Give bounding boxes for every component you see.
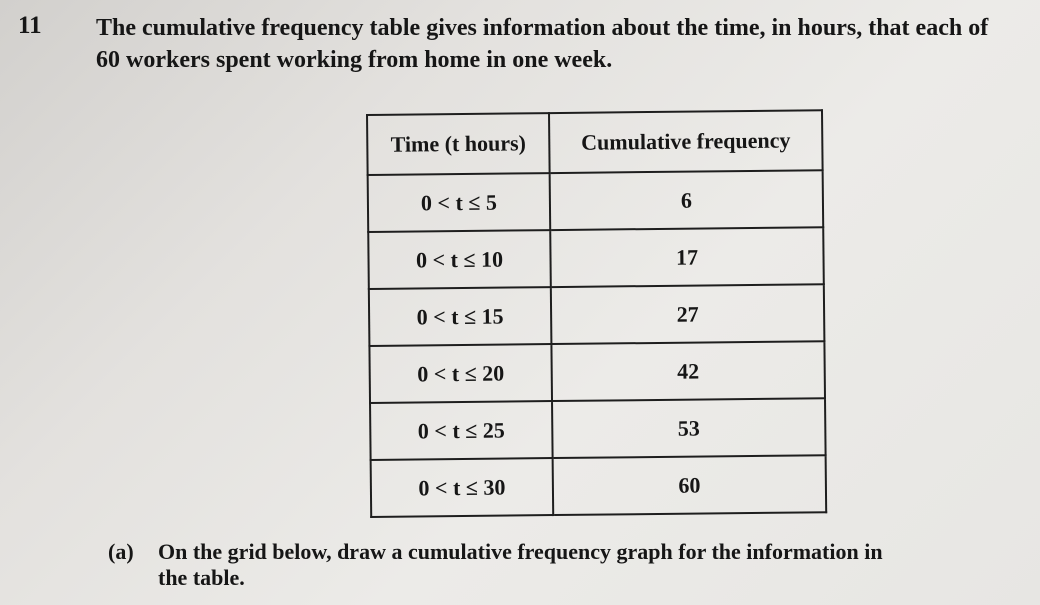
table-row bbox=[371, 455, 827, 517]
header-cumulative-frequency: Cumulative frequency bbox=[549, 110, 823, 173]
table-header-row bbox=[367, 110, 823, 175]
question-text bbox=[96, 12, 1026, 76]
table-row bbox=[370, 398, 826, 460]
table-row bbox=[368, 170, 824, 232]
time-cell: 0 < t ≤ 5 bbox=[368, 173, 551, 232]
table-row bbox=[369, 341, 825, 403]
time-cell: 0 < t ≤ 25 bbox=[370, 401, 553, 460]
cf-cell: 53 bbox=[552, 398, 826, 458]
part-a-label: (a) bbox=[108, 539, 134, 564]
time-cell: 0 < t ≤ 20 bbox=[369, 344, 552, 403]
question-number: 11 bbox=[18, 12, 42, 39]
time-cell: 0 < t ≤ 10 bbox=[368, 230, 551, 289]
cf-cell: 27 bbox=[551, 284, 825, 344]
time-cell: 0 < t ≤ 30 bbox=[371, 458, 554, 517]
part-a-text-line-1: On the grid below, draw a cumulative frequency graph for the information in bbox=[158, 539, 883, 564]
cf-cell: 17 bbox=[550, 227, 824, 287]
cf-cell: 60 bbox=[553, 455, 827, 515]
question-text-line-1: The cumulative frequency table gives information about the time, in hours, that each of bbox=[96, 15, 989, 41]
time-cell: 0 < t ≤ 15 bbox=[369, 287, 552, 346]
cumulative-frequency-table bbox=[366, 109, 827, 518]
part-a bbox=[108, 539, 883, 591]
part-a-text-line-2: the table. bbox=[158, 565, 245, 590]
question-text-line-2: 60 workers spent working from home in one week. bbox=[96, 47, 613, 73]
header-time: Time (t hours) bbox=[367, 113, 550, 175]
table-row bbox=[368, 227, 824, 289]
table-row bbox=[369, 284, 825, 346]
cf-cell: 6 bbox=[550, 170, 824, 230]
cf-cell: 42 bbox=[551, 341, 825, 401]
